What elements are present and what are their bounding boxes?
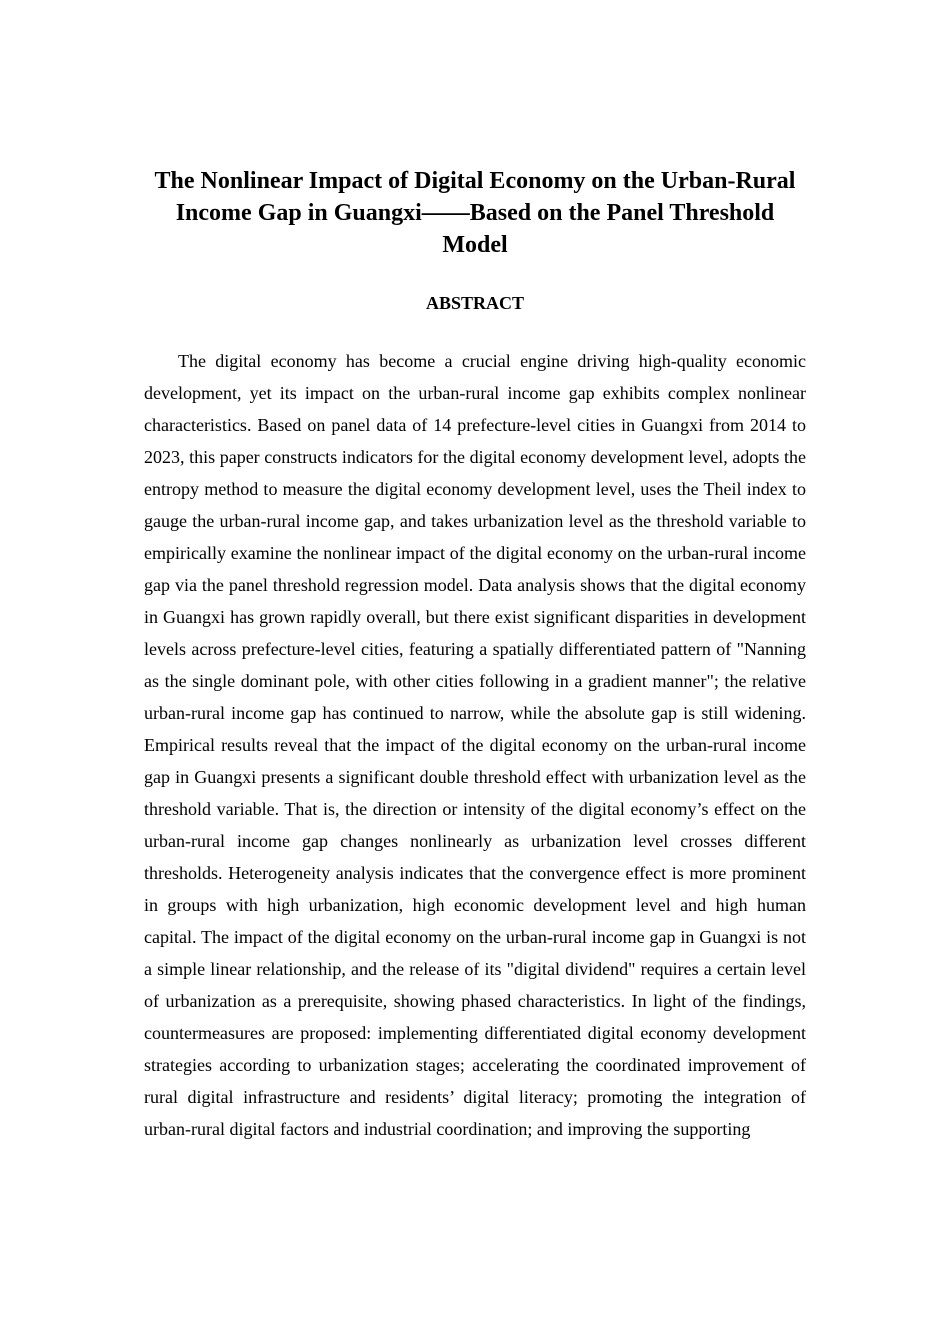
abstract-heading: ABSTRACT [425, 293, 525, 313]
paper-title: The Nonlinear Impact of Digital Economy on the Urban-Rural Income Gap in Guangxi——Based on the Panel Threshold Model [154, 168, 796, 258]
abstract-body: The digital economy has become a crucial engine driving high-quality economic development, yet its impact on the urban-rural income gap exhibits complex nonlinear characteristics. Based on panel data of 14 prefecture-level cities in Guangxi from 2014 to 2023, this paper constructs indicators for the digital economy development level, adopts the entropy method to measure the digital economy development level, uses the Theil index to gauge the urban-rural income gap, and takes urbanization level as the threshold variable to empirically examine the nonlinear impact of the digital economy on the urban-rural income gap via the panel threshold regression model. Data analysis shows that the digital economy in Guangxi has grown rapidly overall, but there exist significant disparities in development levels across prefecture-level cities, featuring a spatially differentiated pattern of "Nanning as the single dominant pole, with other cities following in a gradient manner"; the relative urban-rural income gap has continued to narrow, while the absolute gap is still widening. Empirical results reveal that the impact of the digital economy on the urban-rural income gap in Guangxi presents a significant double threshold effect with urbanization level as the threshold variable. That is, the direction or intensity of the digital economy’s effect on the urban-rural income gap changes nonlinearly as urbanization level crosses different thresholds. Heterogeneity analysis indicates that the convergence effect is more prominent in groups with high urbanization, high economic development level and high human capital. The impact of the digital economy on the urban-rural income gap in Guangxi is not a simple linear relationship, and the release of its "digital dividend" requires a certain level of urbanization as a prerequisite, showing phased characteristics. In light of the findings, countermeasures are proposed: implementing differentiated digital economy development strategies according to urbanization stages; accelerating the coordinated improvement of rural digital infrastructure and residents’ digital literacy; promoting the integration of urban-rural digital factors and industrial coordination; and improving the supporting [144, 351, 806, 1139]
paper-page [144, 165, 806, 1145]
